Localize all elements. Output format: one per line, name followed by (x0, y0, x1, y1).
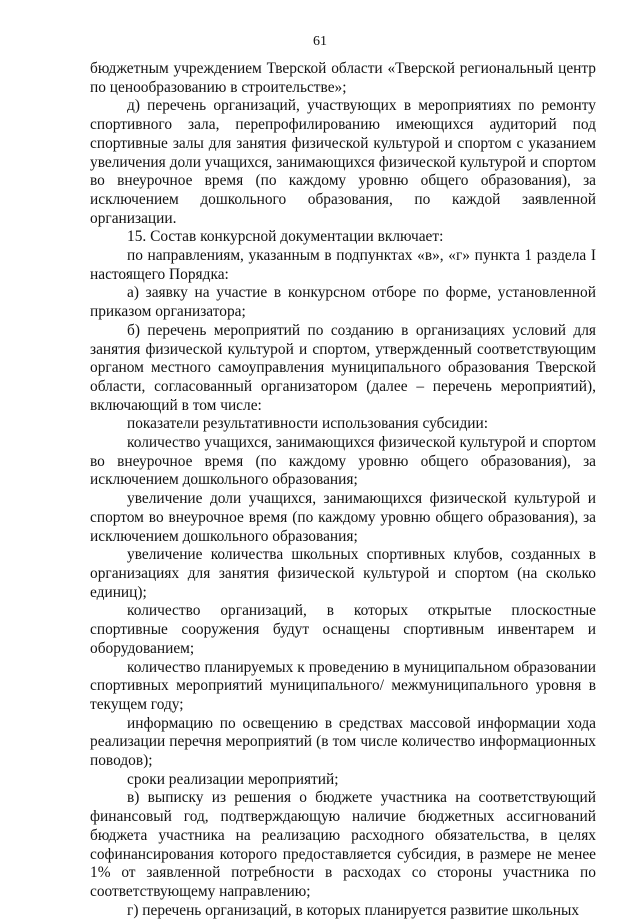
body-paragraph: г) перечень организаций, в которых планируется развитие школьных (127, 901, 580, 919)
body-paragraph: увеличение количества школьных спортивных клубов, созданных в организациях для занятия физической культурой и спортом (на сколько единиц); (90, 546, 596, 601)
body-paragraph: б) перечень мероприятий по созданию в организациях условий для занятия физической культурой и спортом, утвержденный соответствующим органом местного самоуправления муниципального образования Тверской области, согласованный организатором (далее – перечень мероприятий), включающий в том числе: (90, 321, 596, 414)
body-paragraph: информацию по освещению в средствах массовой информации хода реализации перечня мероприятий (в том числе количество информационных поводов); (90, 714, 596, 770)
body-paragraph: количество учащихся, занимающихся физической культурой и спортом во внеурочное время (по каждому уровню общего образования), за исключением дошкольного образования; (90, 434, 596, 489)
body-paragraph: в) выписку из решения о бюджете участника на соответствующий финансовый год, подтверждающую наличие бюджетных ассигнований бюджета участника на реализацию расходного обязательства, в целях софинансирования которого предоставляется субсидия, в размере не менее 1% от заявленной потребности в расходах со стороны участника по соответствующему направлению; (90, 789, 596, 900)
body-paragraph: увеличение доли учащихся, занимающихся физической культурой и спортом во внеурочное время (по каждому уровню общего образования), за исключением дошкольного образования; (90, 490, 596, 545)
body-paragraph: количество планируемых к проведению в муниципальном образовании спортивных мероприятий муниципального/ межмуниципального уровня в текущем году; (90, 658, 596, 713)
body-paragraph: а) заявку на участие в конкурсном отборе по форме, установленной приказом организатора; (90, 284, 596, 321)
body-paragraph: бюджетным учреждением Тверской области «Тверской региональный центр по ценообразованию в строительстве»; (90, 60, 596, 96)
body-paragraph: сроки реализации мероприятий; (127, 770, 339, 788)
body-paragraph: показатели результативности использования субсидии: (127, 415, 489, 433)
page-number: 61 (313, 34, 327, 49)
body-paragraph: 15. Состав конкурсной документации включает: (127, 228, 444, 246)
body-paragraph: по направлениям, указанным в подпунктах «в», «г» пункта 1 раздела I настоящего Порядка: (90, 247, 596, 283)
body-paragraph: количество организаций, в которых открытые плоскостные спортивные сооружения будут оснащены спортивным инвентарем и оборудованием; (90, 602, 596, 657)
body-paragraph: д) перечень организаций, участвующих в мероприятиях по ремонту спортивного зала, перепрофилированию имеющихся аудиторий под спортивные залы для занятия физической культурой и спортом с указанием увеличения доли учащихся, занимающихся физической культурой и спортом во внеурочное время (по каждому уровню общего образования), за исключением дошкольного образования, по каждой заявленной организации. (90, 97, 596, 227)
document-body (90, 60, 596, 920)
